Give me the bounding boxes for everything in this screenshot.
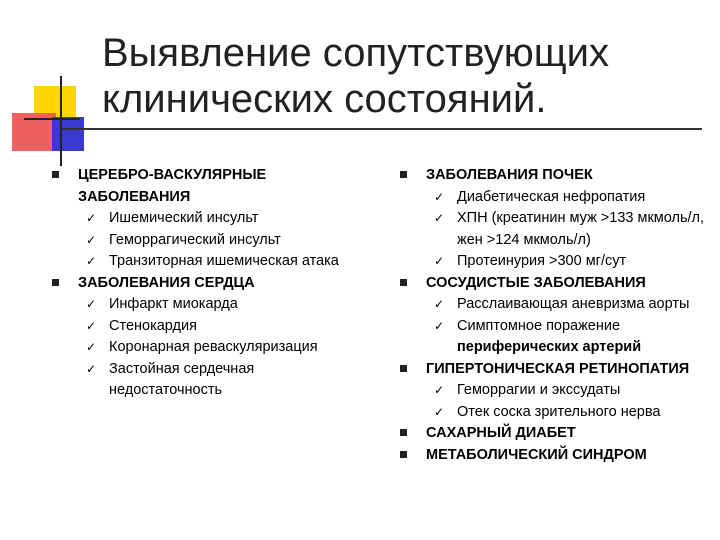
list-item: ✓ Транзиторная ишемическая атака — [78, 251, 370, 273]
category-metabolic — [388, 445, 718, 467]
category-heading: ГИПЕРТОНИЧЕСКАЯ РЕТИНОПАТИЯ — [426, 360, 690, 377]
slide-title: Выявление сопутствующих клинических состояний. — [102, 31, 609, 121]
check-icon: ✓ — [86, 211, 97, 225]
check-icon: ✓ — [86, 254, 97, 268]
category-heading: МЕТАБОЛИЧЕСКИЙ СИНДРОМ — [426, 446, 647, 463]
category-vascular — [388, 273, 718, 359]
square-bullet-icon — [400, 279, 407, 286]
list-item: ✓ Симптомное поражение периферических артерий — [434, 317, 642, 355]
check-icon: ✓ — [86, 297, 97, 311]
list-item: ✓ ХПН (креатинин муж >133 мкмоль/л, жен >124 мкмоль/л) — [434, 210, 705, 248]
square-bullet-icon — [400, 451, 407, 458]
square-bullet-icon — [400, 429, 407, 436]
list-item: ✓ Протеинурия >300 мг/сут — [426, 251, 718, 273]
category-heart — [40, 273, 370, 402]
list-item: ✓ Коронарная реваскуляризация — [78, 337, 370, 359]
left-column — [40, 165, 370, 402]
list-item: ✓ Ишемический инсульт — [78, 208, 370, 230]
check-icon: ✓ — [86, 232, 97, 247]
list-item: ✓ Стенокардия — [78, 316, 370, 338]
category-diabetes — [388, 423, 718, 445]
check-icon: ✓ — [434, 211, 445, 225]
check-icon: ✓ — [434, 318, 445, 333]
category-heading: ЗАБОЛЕВАНИЯ ПОЧЕК — [426, 167, 593, 183]
category-kidney — [388, 165, 718, 273]
category-heading: САХАРНЫЙ ДИАБЕТ — [426, 425, 576, 441]
square-bullet-icon — [52, 279, 59, 286]
right-column — [388, 165, 718, 466]
list-item: ✓ Отек соска зрительного нерва — [426, 402, 718, 424]
title-underline — [62, 128, 702, 130]
list-item: ✓ Застойная сердечная недостаточность — [86, 360, 255, 398]
list-item: ✓ Геморрагический инсульт — [78, 230, 370, 252]
category-cerebrovascular — [40, 165, 370, 273]
list-item: ✓ Инфаркт миокарда — [78, 294, 370, 316]
check-icon: ✓ — [434, 254, 445, 268]
check-icon: ✓ — [434, 297, 445, 311]
category-heading: ЦЕРЕБРО-ВАСКУЛЯРНЫЕ ЗАБОЛЕВАНИЯ — [78, 167, 267, 205]
square-bullet-icon — [52, 171, 59, 178]
list-item: ✓ Диабетическая нефропатия — [426, 187, 718, 209]
logo-vertical-line — [60, 76, 62, 166]
check-icon: ✓ — [434, 189, 445, 204]
category-heading: СОСУДИСТЫЕ ЗАБОЛЕВАНИЯ — [426, 274, 646, 291]
logo-horizontal-line — [24, 118, 80, 120]
square-bullet-icon — [400, 171, 407, 178]
square-bullet-icon — [400, 365, 407, 372]
check-icon: ✓ — [86, 340, 97, 354]
logo-blue-square — [52, 117, 84, 151]
bold-continuation: периферических артерий — [457, 339, 642, 355]
list-item: ✓ Геморрагии и экссудаты — [426, 380, 718, 402]
check-icon: ✓ — [86, 361, 97, 376]
check-icon: ✓ — [86, 318, 97, 333]
category-heading: ЗАБОЛЕВАНИЯ СЕРДЦА — [78, 274, 255, 291]
category-retinopathy — [388, 359, 718, 424]
check-icon: ✓ — [434, 404, 445, 419]
check-icon: ✓ — [434, 383, 445, 397]
list-item: ✓ Расслаивающая аневризма аорты — [426, 294, 718, 316]
